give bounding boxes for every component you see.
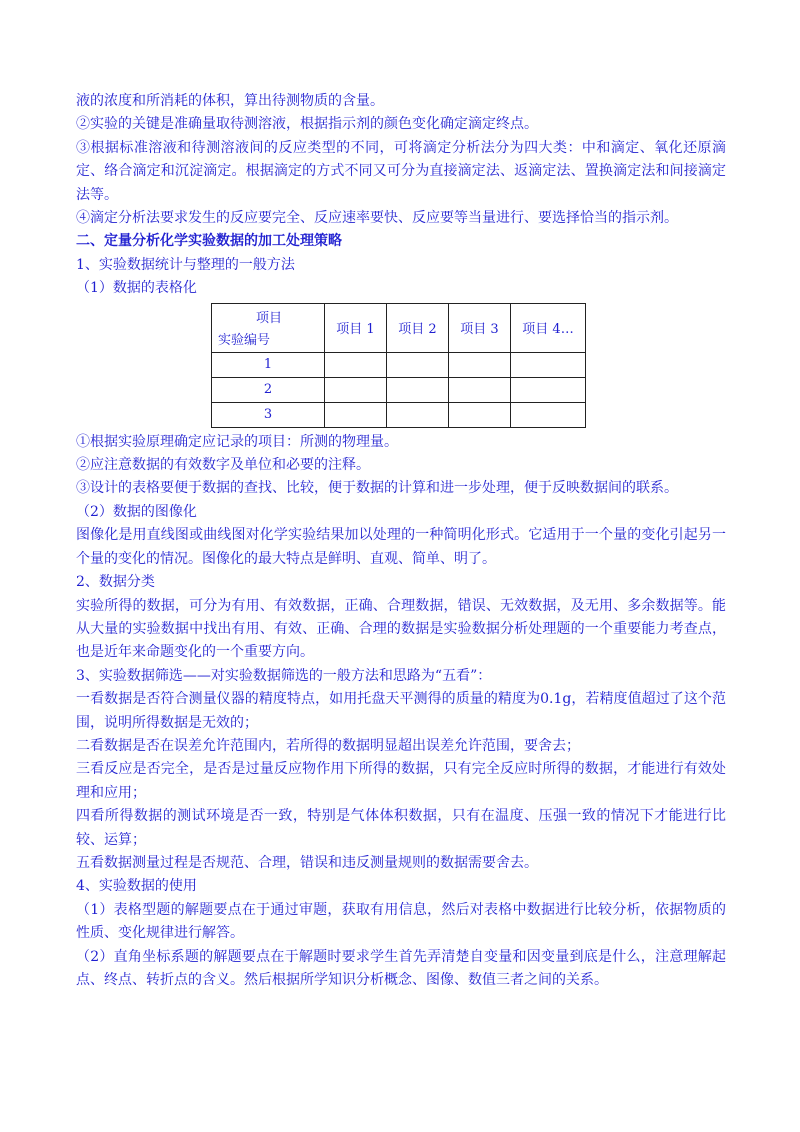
row-label: 3 bbox=[212, 402, 325, 427]
subheading-1-1: （1）数据的表格化 bbox=[76, 280, 197, 297]
table-corner-cell bbox=[212, 303, 325, 352]
paragraph-check-4: 四看所得数据的测试环境是否一致，特别是气体体积数据，只有在温度、压强一致的情况下才能进行比较、运算； bbox=[76, 808, 726, 848]
paragraph-continuation: 液的浓度和所消耗的体积，算出待测物质的含量。 bbox=[76, 93, 384, 109]
subheading-4: 4、实验数据的使用 bbox=[76, 878, 197, 895]
table-note-2: ②应注意数据的有效数字及单位和必要的注释。 bbox=[76, 457, 370, 474]
paragraph-check-1: 一看数据是否符合测量仪器的精度特点，如用托盘天平测得的质量的精度为0.1g，若精度值超过了这个范围，说明所得数据是无效的； bbox=[76, 691, 726, 731]
table-header: 项目 1 bbox=[325, 303, 387, 352]
paragraph-point-4: ④滴定分析法要求发生的反应要完全、反应速率要快、反应要等当量进行、要选择恰当的指示剂。 bbox=[76, 210, 678, 227]
table-cell bbox=[511, 402, 586, 427]
paragraph-usage-2: （2）直角坐标系题的解题要点在于解题时要求学生首先弄清楚自变量和因变量到底是什么，注意理解起点、终点、转折点的含义。然后根据所学知识分析概念、图像、数值三者之间的关系。 bbox=[76, 948, 726, 988]
table-header: 项目 3 bbox=[449, 303, 511, 352]
corner-label-top: 项目 bbox=[256, 310, 283, 326]
data-table-wrapper bbox=[76, 303, 726, 431]
table-cell bbox=[387, 352, 449, 377]
subheading-1-2: （2）数据的图像化 bbox=[76, 503, 197, 520]
paragraph-check-2: 二看数据是否在误差允许范围内，若所得的数据明显超出误差允许范围，要舍去； bbox=[76, 737, 580, 754]
table-cell bbox=[325, 377, 387, 402]
subheading-3: 3、实验数据筛选——对实验数据筛选的一般方法和思路为“五看”： bbox=[76, 667, 492, 684]
paragraph-usage-1: （1）表格型题的解题要点在于通过审题，获取有用信息，然后对表格中数据进行比较分析，依据物质的性质、变化规律进行解答。 bbox=[76, 901, 726, 942]
paragraph-graphing: 图像化是用直线图或曲线图对化学实验结果加以处理的一种简明化形式。它适用于一个量的变化引起另一个量的变化的情况。图像化的最大特点是鲜明、直观、简单、明了。 bbox=[76, 527, 726, 567]
row-label: 1 bbox=[212, 352, 325, 377]
data-table bbox=[211, 303, 586, 428]
table-cell bbox=[511, 352, 586, 377]
table-cell bbox=[449, 352, 511, 377]
document-page bbox=[76, 90, 726, 992]
table-cell bbox=[449, 377, 511, 402]
paragraph-classification: 实验所得的数据，可分为有用、有效数据，正确、合理数据，错误、无效数据，及无用、多余数据等。能从大量的实验数据中找出有用、有效、正确、合理的数据是实验数据分析处理题的一个重要能力考查点，也是近年来命题变化的一个重要方向。 bbox=[76, 597, 726, 661]
corner-label-bottom: 实验编号 bbox=[218, 332, 271, 348]
table-cell bbox=[325, 402, 387, 427]
subheading-1: 1、实验数据统计与整理的一般方法 bbox=[76, 256, 295, 273]
section-heading: 二、定量分析化学实验数据的加工处理策略 bbox=[76, 233, 342, 250]
table-cell bbox=[511, 377, 586, 402]
paragraph-point-3: ③根据标准溶液和待测溶液间的反应类型的不同，可将滴定分析法分为四大类：中和滴定、氧化还原滴定、络合滴定和沉淀滴定。根据滴定的方式不同又可分为直接滴定法、返滴定法、置换滴定法和间接滴定法等。 bbox=[76, 139, 726, 203]
table-cell bbox=[387, 402, 449, 427]
paragraph-point-2: ②实验的关键是准确量取待测溶液，根据指示剂的颜色变化确定滴定终点。 bbox=[76, 116, 538, 133]
table-cell bbox=[387, 377, 449, 402]
table-cell bbox=[325, 352, 387, 377]
table-row bbox=[212, 377, 586, 402]
table-header: 项目 4… bbox=[511, 303, 586, 352]
row-label: 2 bbox=[212, 377, 325, 402]
table-note-1: ①根据实验原理确定应记录的项目：所测的物理量。 bbox=[76, 433, 398, 450]
paragraph-check-3: 三看反应是否完全，是否是过量反应物作用下所得的数据，只有完全反应时所得的数据，才能进行有效处理和应用； bbox=[76, 761, 726, 801]
subheading-2: 2、数据分类 bbox=[76, 574, 155, 591]
table-row bbox=[212, 352, 586, 377]
table-row bbox=[212, 402, 586, 427]
paragraph-check-5: 五看数据测量过程是否规范、合理，错误和违反测量规则的数据需要舍去。 bbox=[76, 854, 538, 871]
table-cell bbox=[449, 402, 511, 427]
table-header: 项目 2 bbox=[387, 303, 449, 352]
table-note-3: ③设计的表格要便于数据的查找、比较，便于数据的计算和进一步处理，便于反映数据间的联系。 bbox=[76, 480, 678, 497]
